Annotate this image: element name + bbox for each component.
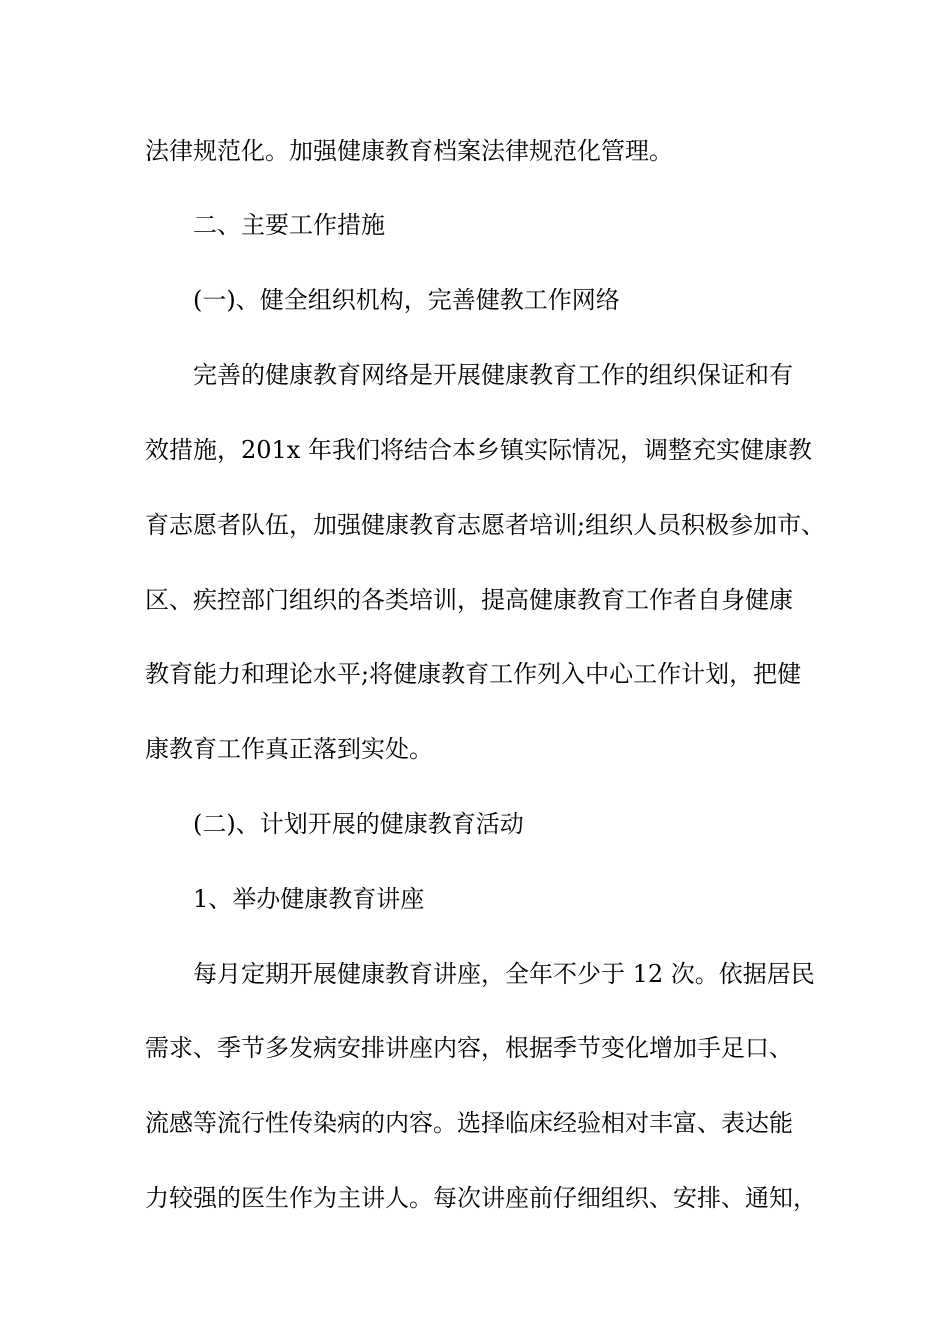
paragraph-continuation: 法律规范化。加强健康教育档案法律规范化管理。 xyxy=(145,137,673,165)
paragraph-line: 每月定期开展健康教育讲座，全年不少于 12 次。依据居民 xyxy=(193,960,815,988)
paragraph-line: 育志愿者队伍，加强健康教育志愿者培训;组织人员积极参加市、 xyxy=(145,511,826,539)
subsection-heading: (一)、健全组织机构，完善健教工作网络 xyxy=(193,286,620,314)
section-heading: 二、主要工作措施 xyxy=(193,211,385,239)
paragraph-line: 康教育工作真正落到实处。 xyxy=(145,735,433,763)
paragraph-line: 效措施，201x 年我们将结合本乡镇实际情况，调整充实健康教 xyxy=(145,436,812,464)
paragraph-line: 流感等流行性传染病的内容。选择临床经验相对丰富、表达能 xyxy=(145,1109,793,1137)
paragraph-line: 教育能力和理论水平;将健康教育工作列入中心工作计划，把健 xyxy=(145,660,802,688)
item-heading: 1、举办健康教育讲座 xyxy=(193,885,425,913)
paragraph-line: 需求、季节多发病安排讲座内容，根据季节变化增加手足口、 xyxy=(145,1034,793,1062)
paragraph-line: 区、疾控部门组织的各类培训，提高健康教育工作者自身健康 xyxy=(145,586,793,614)
subsection-heading: (二)、计划开展的健康教育活动 xyxy=(193,810,524,838)
paragraph-line: 完善的健康教育网络是开展健康教育工作的组织保证和有 xyxy=(193,361,793,389)
paragraph-line: 力较强的医生作为主讲人。每次讲座前仔细组织、安排、通知， xyxy=(145,1184,817,1212)
